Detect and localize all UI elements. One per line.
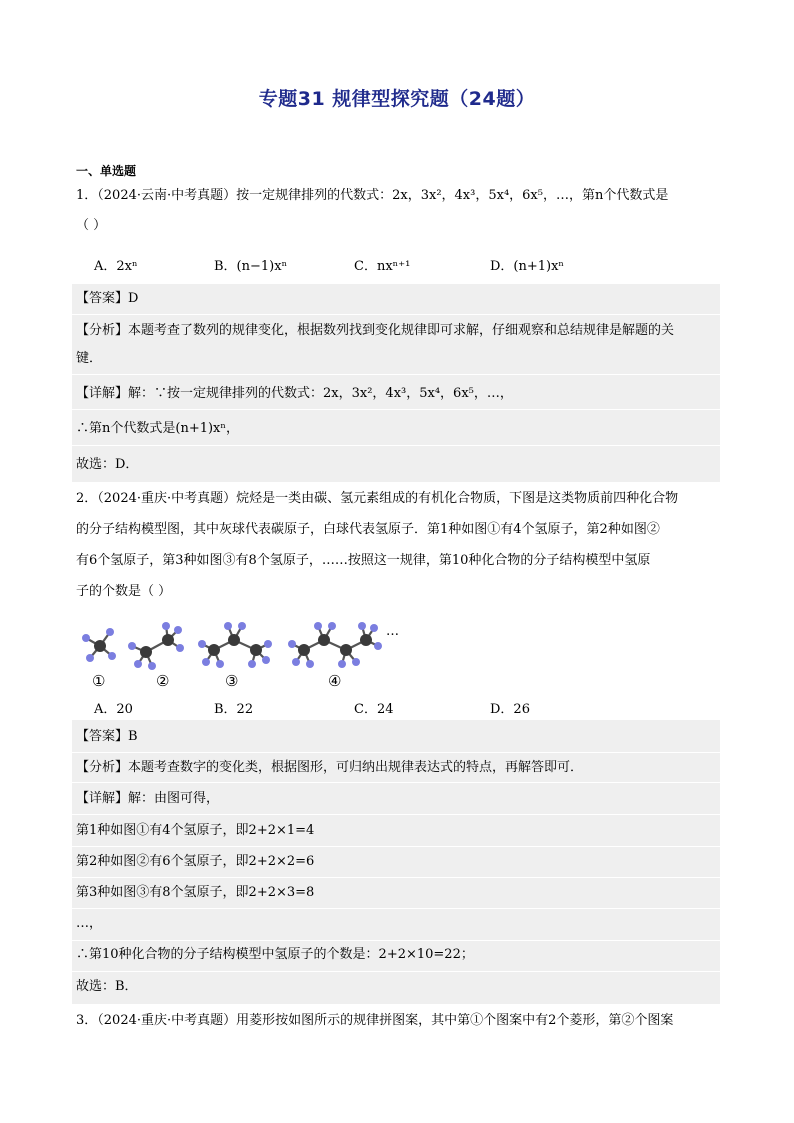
q2-answer: 【答案】B [76,729,138,744]
q2-stem-line2: 的分子结构模型图，其中灰球代表碳原子，白球代表氢原子．第1种如图①有4个氢原子，第2种如图② [76,522,660,537]
q2-analysis: 【分析】本题考查数字的变化类，根据图形，可归纳出规律表达式的特点，再解答即可． [76,760,584,775]
q1-analysis-line1: 【分析】本题考查了数列的规律变化，根据数列找到变化规律即可求解，仔细观察和总结规律是解题的关 [76,323,675,338]
q1-option-b: B．(n−1)xⁿ [214,259,288,274]
q2-stem-line4: 子的个数是（ ） [76,584,172,599]
q2-detail-line2: 第1种如图①有4个氢原子，即2+2×1=4 [76,823,315,838]
q2-detail-line5: …， [76,916,103,931]
figure-label-2: ② [156,672,170,690]
q2-detail-line6: ∴第10种化合物的分子结构模型中氢原子的个数是：2+2×10=22； [76,947,474,962]
q2-option-b: B．22 [214,702,254,717]
q2-stem-line1: 2．（2024·重庆·中考真题）烷烃是一类由碳、氢元素组成的有机化合物质，下图是这类物质前四种化合物 [76,491,679,506]
figure-label-1: ① [92,672,106,690]
figure-ellipsis: … [386,624,399,639]
q1-option-c: C．nxⁿ⁺¹ [354,259,411,274]
q2-detail-line1: 【详解】解：由图可得， [76,791,220,806]
q2-detail-line7: 故选：B． [76,979,138,994]
page-title: 专题31 规律型探究题（24题） [258,88,536,110]
q1-stem-line2: （ ） [76,218,107,233]
q1-analysis-line2: 键． [76,351,103,366]
q2-option-a: A．20 [94,702,133,717]
figure-label-4: ④ [328,672,342,690]
q2-stem-line3: 有6个氢原子，第3种如图③有8个氢原子，……按照这一规律，第10种化合物的分子结构模型中氢原 [76,553,651,568]
q2-detail-line4: 第3种如图③有8个氢原子，即2+2×3=8 [76,885,315,900]
q1-stem-line1: 1．（2024·云南·中考真题）按一定规律排列的代数式：2x，3x²，4x³，5x⁴，6x⁵，…，第n个代数式是 [76,188,669,203]
section-heading: 一、单选题 [76,164,137,178]
q3-stem-line1: 3．（2024·重庆·中考真题）用菱形按如图所示的规律拼图案，其中第①个图案中有2个菱形，第②个图案 [76,1013,674,1028]
molecule-figure [76,614,416,674]
q1-option-a: A．2xⁿ [94,259,138,274]
q2-option-d: D．26 [490,702,530,717]
q2-option-c: C．24 [354,702,394,717]
figure-label-3: ③ [225,672,239,690]
q1-answer: 【答案】D [76,291,139,306]
q2-detail-line3: 第2种如图②有6个氢原子，即2+2×2=6 [76,854,315,869]
q1-detail-line2: ∴第n个代数式是(n+1)xⁿ， [76,421,240,436]
q1-option-d: D．(n+1)xⁿ [490,259,565,274]
q1-detail-line3: 故选：D． [76,457,139,472]
q1-detail-line1: 【详解】解：∵按一定规律排列的代数式：2x，3x²，4x³，5x⁴，6x⁵，…， [76,386,513,401]
